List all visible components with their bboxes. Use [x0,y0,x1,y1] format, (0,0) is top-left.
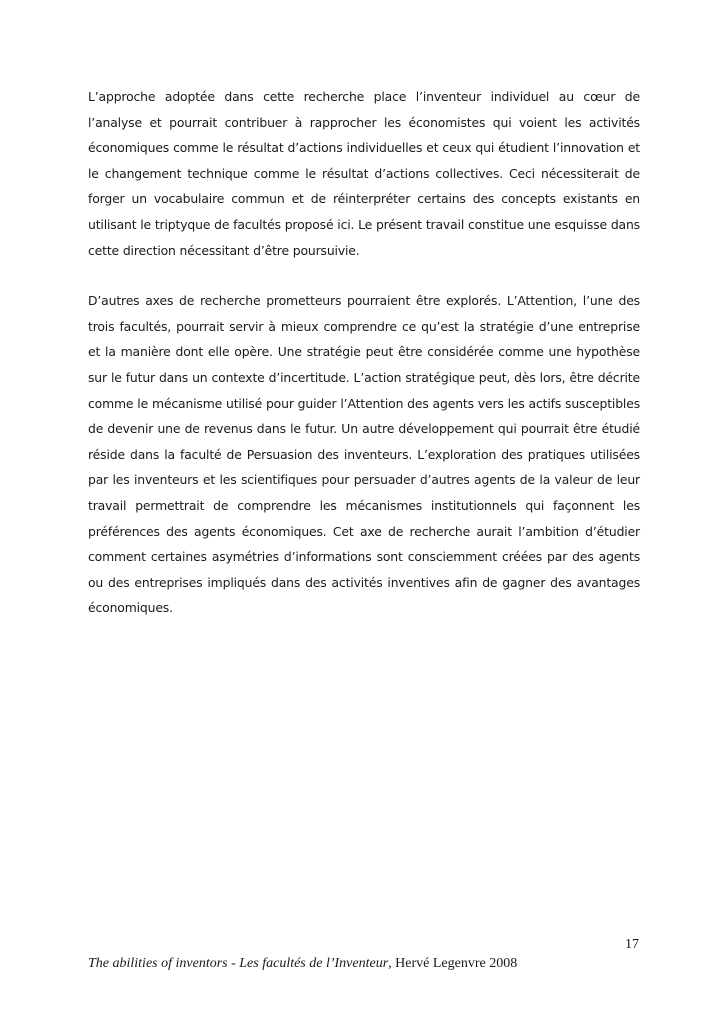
paragraph-2: D’autres axes de recherche prometteurs pourraient être explorés. L’Attention, l’une des trois facultés, pourrait servir à mieux comprendre ce qu’est la stratégie d’une entreprise et la manière dont elle opère. Une stratégie peut être considérée comme une hypothèse sur le futur dans un contexte d’incertitude. L’action stratégique peut, dès lors, être décrite comme le mécanisme utilisé pour guider l’Attention des agents vers les actifs susceptibles de devenir une de revenus dans le futur. Un autre développement qui pourrait être étudié réside dans la faculté de Persuasion des inventeurs. L’exploration des pratiques utilisées par les inventeurs et les scientifiques pour persuader d’autres agents de la valeur de leur travail permettrait de comprendre les mécanismes institutionnels qui façonnent les préférences des agents économiques. Cet axe de recherche aurait l’ambition d’étudier comment certaines asymétries d’informations sont consciemment créées par des agents ou des entreprises impliqués dans des activités inventives afin de gagner des avantages économiques. [88,293,640,616]
footer-author-year: , Hervé Legenvre 2008 [388,956,518,971]
page-number: 17 [625,937,639,952]
footer-title: The abilities of inventors - Les facultés de l’Inventeur [88,956,389,971]
body-text [88,84,640,621]
paragraph-1: L’approche adoptée dans cette recherche place l’inventeur individuel au cœur de l’analyse et pourrait contribuer à rapprocher les économistes qui voient les activités économiques comme le résultat d’actions individuelles et ceux qui étudient l’innovation et le changement technique comme le résultat d’actions collectives. Ceci nécessiterait de forger un vocabulaire commun et de réinterpréter certains des concepts existants en utilisant le triptyque de facultés proposé ici. Le présent travail constitue une esquisse dans cette direction nécessitant d’être poursuivie. [88,89,640,258]
page-footer [88,956,517,972]
